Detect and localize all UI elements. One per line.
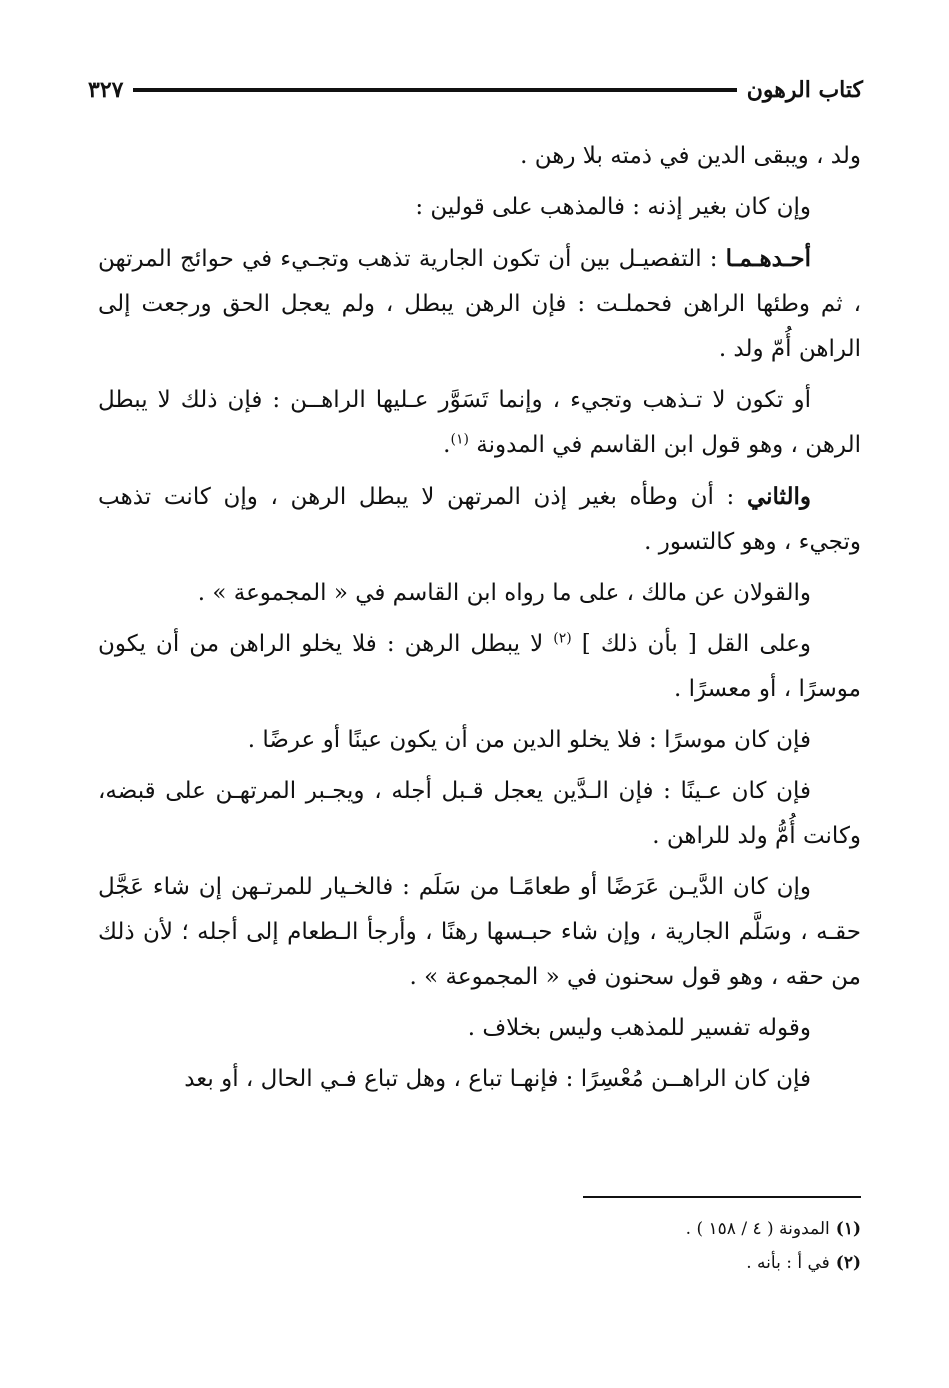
paragraph-7 [98, 622, 861, 712]
paragraph-9 [98, 769, 861, 859]
paragraph-3 [98, 236, 861, 372]
footnote-number: (١) [835, 1219, 861, 1239]
paragraph-tail: لا يبطل الرهن : فلا يخلو الراهن من أن يكون موسرًا ، أو معسرًا . [98, 631, 861, 702]
paragraph-text: فإن كان الراهــن مُعْسِرًا : فإنهـا تباع ، وهل تباع فـي الحال ، أو بعد [184, 1066, 811, 1092]
footnote-1 [461, 1212, 861, 1246]
paragraph-11 [98, 1006, 861, 1051]
running-header [88, 70, 863, 110]
paragraph-6 [98, 571, 861, 616]
footnotes [461, 1212, 861, 1280]
paragraph-text: : أن وطأه بغير إذن المرتهن لا يبطل الرهن ، وإن كانت تذهب وتجيء ، وهو كالتسور . [98, 484, 861, 555]
paragraph-text: أو تكون لا تـذهب وتجيء ، وإنما تَسَوَّر عـليها الراهــن : فإن ذلك لا يبطل الرهن ، وهو قول ابن القاسم في المدونة [98, 387, 861, 458]
header-rule [133, 88, 736, 92]
footnote-ref: (١) [450, 431, 469, 448]
paragraph-1 [98, 134, 861, 179]
paragraph-8 [98, 718, 861, 763]
paragraph-text: وإن كان بغير إذنه : فالمذهب على قولين : [415, 194, 811, 220]
paragraph-text: فإن كان عـينًا : فإن الـدَّين يعجل قـبل أجله ، ويجـبر المرتهـن على قبضه، وكانت أُمُّ ولد للراهن . [98, 778, 861, 849]
footnote-number: (٢) [835, 1253, 861, 1273]
paragraph-text: والقولان عن مالك ، على ما رواه ابن القاسم في « المجموعة » . [197, 580, 811, 606]
lead-word: والثاني [746, 483, 811, 510]
paragraph-text: فإن كان موسرًا : فلا يخلو الدين من أن يكون عينًا أو عرضًا . [247, 727, 811, 753]
paragraph-text: وقوله تفسير للمذهب وليس بخلاف . [467, 1015, 811, 1041]
footnote-2 [461, 1246, 861, 1280]
paragraph-2 [98, 185, 861, 230]
footnote-rule [583, 1196, 861, 1198]
paragraph-12 [98, 1057, 861, 1102]
paragraph-text: وإن كان الدَّيـن عَرَضًا أو طعامًـا من سَلَم : فالخـيار للمرتـهن إن شاء عَجَّل حقـه ، وسَلَّم الجارية ، وإن شاء حبـسها رهنًا ، وأرجأ الـطعام إلى أجله ؛ لأن ذلك من حقه ، وهو قول سحنون في « المجموعة » . [98, 874, 861, 990]
paragraph-text: وعلى القل [ بأن ذلك ] [581, 631, 811, 657]
paragraph-4 [98, 378, 861, 468]
paragraph-10 [98, 865, 861, 1000]
paragraph-text: : التفصيـل بين أن تكون الجارية تذهب وتجـيء في حوائج المرتهن ، ثم وطئها الراهن فحملـت : فإن الرهن يبطل ، ولم يعجل الحق ورجعت إلى الراهن أُمّ ولد . [98, 246, 861, 362]
paragraph-text: ولد ، ويبقى الدين في ذمته بلا رهن . [520, 143, 861, 169]
page-number: ٣٢٧ [88, 77, 124, 103]
footnote-text: المدونة ( ٤ / ١٥٨ ) . [685, 1219, 830, 1239]
chapter-title: كتاب الرهون [746, 77, 863, 103]
footnote-ref: (٢) [553, 630, 572, 647]
footnote-text: في أ : بأنه . [746, 1253, 830, 1273]
paragraph-tail: . [443, 432, 451, 458]
body-text [98, 134, 861, 1108]
lead-word: أحـدهـمـا [725, 245, 811, 272]
paragraph-5 [98, 474, 861, 565]
